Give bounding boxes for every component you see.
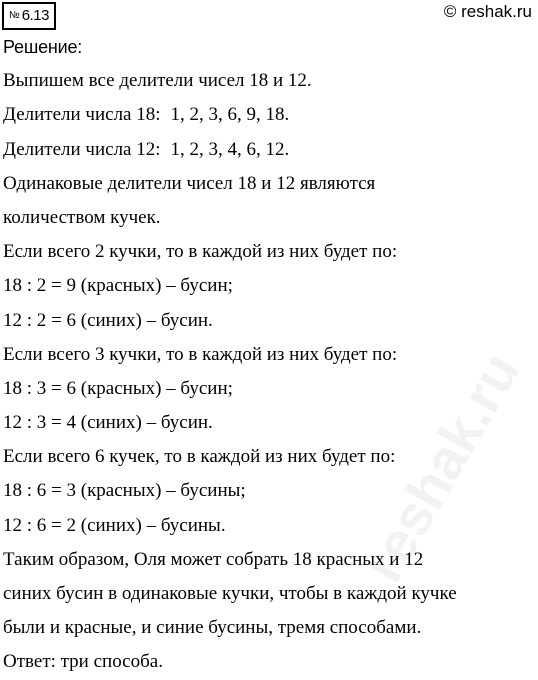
number-sign: № — [9, 10, 20, 21]
text-line: Одинаковые делители чисел 18 и 12 являются — [3, 172, 376, 194]
task-number-badge — [2, 2, 56, 30]
watermark: reshak.ru — [350, 342, 532, 592]
text-line: Если всего 6 кучек, то в каждой из них будет по: — [3, 446, 396, 468]
text-line: были и красные, и синие бусины, тремя способами. — [3, 617, 422, 639]
divisors-12-line — [3, 133, 538, 167]
divisors-18-values: 1, 2, 3, 6, 9, 18. — [170, 104, 290, 126]
answer-line: Ответ: три способа. — [3, 651, 163, 673]
divisors-18-line — [3, 98, 538, 132]
solution-text — [3, 30, 538, 680]
divisors-12-values: 1, 2, 3, 4, 6, 12. — [170, 138, 290, 160]
copyright-text: © reshak.ru — [443, 2, 532, 21]
equation-line: 12 : 6 = 2 (синих) – бусины. — [3, 514, 226, 536]
text-line: Если всего 3 кучки, то в каждой из них будет по: — [3, 343, 398, 365]
text-line: Если всего 2 кучки, то в каждой из них будет по: — [3, 241, 398, 263]
text-line: количеством кучек. — [3, 206, 161, 228]
page-header — [0, 0, 538, 30]
divisors-12-label: Делители числа 12: — [3, 138, 161, 160]
text-line: Выпишем все делители чисел 18 и 12. — [3, 70, 312, 92]
text-line: Таким образом, Оля может собрать 18 красных и 12 — [3, 548, 424, 570]
text-line: синих бусин в одинаковые кучки, чтобы в каждой кучке — [3, 583, 457, 604]
equation-line: 18 : 3 = 6 (красных) – бусин; — [3, 377, 233, 399]
equation-line: 18 : 2 = 9 (красных) – бусин; — [3, 275, 233, 297]
task-number: 6.13 — [21, 7, 49, 24]
equation-line: 18 : 6 = 3 (красных) – бусины; — [3, 480, 246, 502]
equation-line: 12 : 2 = 6 (синих) – бусин. — [3, 309, 213, 331]
solution-heading: Решение: — [3, 37, 83, 57]
divisors-18-label: Делители числа 18: — [3, 104, 161, 126]
equation-line: 12 : 3 = 4 (синих) – бусин. — [3, 412, 213, 434]
